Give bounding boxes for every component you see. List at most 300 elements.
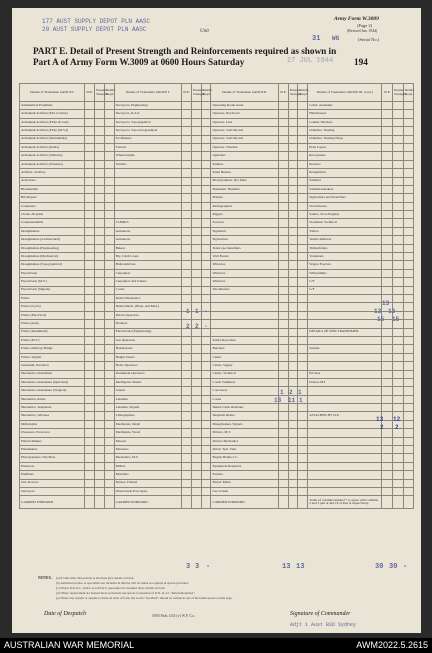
- strength-cell: [201, 253, 211, 261]
- strength-cell: [201, 353, 211, 361]
- trade-name: Surveyors, Topographical: [114, 118, 181, 126]
- trade-name: [308, 336, 382, 344]
- trade-name: Orderlies, Nursing Hosp.: [308, 135, 382, 143]
- strength-cell: [393, 462, 404, 470]
- table-row: [20, 244, 414, 252]
- strength-cell: [298, 185, 308, 193]
- trade-name: Armament Artificer (Instruments): [20, 135, 85, 143]
- strength-cell: [382, 127, 393, 135]
- strength-cell: [298, 244, 308, 252]
- strength-cell: [104, 102, 114, 110]
- table-row: [20, 320, 414, 328]
- strength-cell: [201, 127, 211, 135]
- trade-name: Mechanics, Wireless: [20, 412, 85, 420]
- trade-name: Masseurs: [114, 446, 181, 454]
- col-header-we: W.E.: [382, 84, 393, 102]
- trade-name: Wall Borers: [211, 253, 278, 261]
- carried-forward-cell: [382, 496, 393, 509]
- trade-name: Plumbers: [20, 471, 85, 479]
- strength-cell: [104, 479, 114, 487]
- strength-cell: [404, 269, 414, 277]
- strength-cell: [298, 454, 308, 462]
- hand-clerks-2: 11: [288, 397, 296, 404]
- strength-cell: [382, 487, 393, 495]
- strength-cell: [182, 160, 192, 168]
- strength-cell: [278, 102, 288, 110]
- strength-cell: [201, 118, 211, 126]
- strength-cell: [95, 236, 105, 244]
- strength-cell: [201, 143, 211, 151]
- strength-cell: [404, 135, 414, 143]
- trade-name: Dental Clerk Orderlies: [211, 404, 278, 412]
- strength-cell: [95, 404, 105, 412]
- trade-name: Strawdresses: [308, 202, 382, 210]
- strength-cell: [182, 278, 192, 286]
- trade-name: Surveyors: [20, 487, 85, 495]
- hand-g2-cf-2: 3: [195, 563, 200, 571]
- strength-cell: [201, 135, 211, 143]
- strength-cell: [104, 446, 114, 454]
- strength-cell: [382, 345, 393, 353]
- strength-cell: [278, 135, 288, 143]
- strength-cell: [382, 169, 393, 177]
- trade-name: Drivers, M.T.: [211, 429, 278, 437]
- strength-cell: [201, 395, 211, 403]
- strength-cell: [85, 345, 95, 353]
- trade-name: Carpenters: [20, 202, 85, 210]
- strength-cell: [104, 320, 114, 328]
- strength-cell: [404, 387, 414, 395]
- strength-cell: [278, 160, 288, 168]
- table-row: [20, 110, 414, 118]
- trade-name: [308, 454, 382, 462]
- strength-cell: [382, 412, 393, 420]
- strength-cell: [85, 362, 95, 370]
- trade-name: [308, 395, 382, 403]
- table-row: [20, 479, 414, 487]
- hand-g3-cf-2: 13: [296, 563, 305, 571]
- strength-cell: [393, 118, 404, 126]
- table-row: [20, 471, 414, 479]
- table-row: [20, 345, 414, 353]
- strength-cell: [182, 437, 192, 445]
- table-row: [20, 303, 414, 311]
- trade-name: Saturn Recorders: [211, 336, 278, 344]
- strength-cell: [85, 370, 95, 378]
- strength-cell: [382, 387, 393, 395]
- strength-cell: [95, 362, 105, 370]
- trade-name: Gunsmith, Precision: [20, 362, 85, 370]
- strength-cell: [382, 336, 393, 344]
- strength-cell: [85, 102, 95, 110]
- strength-cell: [104, 152, 114, 160]
- strength-cell: [404, 169, 414, 177]
- strength-cell: [278, 471, 288, 479]
- trade-name: Armament Artificer (Fitter (M.V.)): [20, 127, 85, 135]
- strength-cell: [182, 479, 192, 487]
- strength-cell: [104, 395, 114, 403]
- strength-cell: [288, 320, 298, 328]
- form-number: Army Form W.3009: [334, 16, 379, 22]
- table-row: [20, 286, 414, 294]
- strength-cell: [393, 219, 404, 227]
- strength-cell: [201, 387, 211, 395]
- strength-cell: [95, 118, 105, 126]
- trade-name: Masons: [114, 437, 181, 445]
- carried-forward-cell: [85, 496, 95, 509]
- strength-cell: [404, 378, 414, 386]
- strength-cell: [182, 135, 192, 143]
- trade-name: Gas Lomen: [211, 487, 278, 495]
- trade-name: Saddlers: [308, 177, 382, 185]
- trade-name: Bricklayers: [20, 194, 85, 202]
- strength-cell: [404, 152, 414, 160]
- strength-cell: [85, 412, 95, 420]
- title-line-1: PART E. Detail of Present Strength and Reinforcements required as shown in: [33, 46, 337, 56]
- trade-name: Millwrights: [20, 420, 85, 428]
- trade-name: Toolmakers: [114, 135, 181, 143]
- strength-cell: [95, 261, 105, 269]
- strength-cell: [382, 118, 393, 126]
- strength-cell: [404, 328, 414, 336]
- trade-name: Welders: [114, 160, 181, 168]
- trade-name: [211, 320, 278, 328]
- strength-cell: [298, 378, 308, 386]
- trade-name: [308, 429, 382, 437]
- strength-cell: [278, 362, 288, 370]
- trade-name: Ammunition Examiner: [20, 102, 85, 110]
- strength-cell: [95, 395, 105, 403]
- strength-cell: [182, 487, 192, 495]
- trade-name: Electricians (Signals): [20, 286, 85, 294]
- strength-cell: [191, 202, 201, 210]
- strength-cell: [191, 479, 201, 487]
- trade-name: Fitters (Electrical): [20, 311, 85, 319]
- strength-cell: [104, 311, 114, 319]
- table-row: [20, 362, 414, 370]
- strength-cell: [393, 152, 404, 160]
- hand-g2-cf-dash: -: [206, 563, 211, 571]
- strength-cell: [104, 143, 114, 151]
- strength-cell: [278, 185, 288, 193]
- strength-cell: [191, 370, 201, 378]
- strength-cell: [393, 169, 404, 177]
- strength-cell: [298, 135, 308, 143]
- trade-name: Storemen, Technical: [308, 219, 382, 227]
- strength-cell: [393, 387, 404, 395]
- strength-cell: [182, 345, 192, 353]
- strength-cell: [85, 160, 95, 168]
- trade-name: Despatch Riders: [211, 412, 278, 420]
- strength-cell: [393, 336, 404, 344]
- strength-cell: [298, 471, 308, 479]
- strength-cell: [85, 110, 95, 118]
- note-b: (b) Authorised trades or specialists not included in this list will be added as required in spaces provided.: [56, 581, 189, 585]
- trade-name: Hollo Operators: [114, 362, 181, 370]
- trade-name: Armament Artificer (Fitter & Gun): [20, 118, 85, 126]
- strength-cell: [85, 219, 95, 227]
- trade-name: Machinists, Wood: [114, 429, 181, 437]
- hand-cooks-present: 2: [186, 323, 190, 330]
- strength-cell: [182, 286, 192, 294]
- strength-cell: [104, 303, 114, 311]
- strength-cell: [393, 362, 404, 370]
- strength-cell: [393, 110, 404, 118]
- strength-cell: [382, 378, 393, 386]
- strength-cell: [288, 429, 298, 437]
- strength-cell: [404, 127, 414, 135]
- table-row: [20, 177, 414, 185]
- strength-cell: [278, 118, 288, 126]
- strength-cell: [278, 429, 288, 437]
- strength-cell: [201, 202, 211, 210]
- strength-cell: [104, 328, 114, 336]
- trade-name: Mechanics, Telephone: [20, 404, 85, 412]
- trade-name: [211, 294, 278, 302]
- trade-name: Signwriters and Stencillers: [308, 194, 382, 202]
- strength-cell: [298, 303, 308, 311]
- strength-cell: [393, 185, 404, 193]
- trade-name: Operator, Switchboard: [211, 127, 278, 135]
- strength-cell: [404, 311, 414, 319]
- strength-cell: [95, 286, 105, 294]
- strength-cell: [182, 395, 192, 403]
- trade-name: Clerks, Supply: [211, 362, 278, 370]
- strength-cell: [278, 336, 288, 344]
- trade-name: Operating Room Assts.: [211, 102, 278, 110]
- strength-cell: [288, 152, 298, 160]
- strength-cell: [201, 177, 211, 185]
- strength-cell: [85, 303, 95, 311]
- strength-cell: [201, 345, 211, 353]
- strength-cell: [288, 345, 298, 353]
- strength-cell: [404, 412, 414, 420]
- carried-forward-cell: [201, 496, 211, 509]
- trade-name: Artificer, Artillery: [20, 169, 85, 177]
- form-page: (Page 2): [357, 23, 373, 28]
- table-row: [20, 311, 414, 319]
- strength-cell: [85, 135, 95, 143]
- strength-cell: [95, 336, 105, 344]
- strength-cell: [278, 454, 288, 462]
- trade-name: [308, 487, 382, 495]
- table-row: [20, 278, 414, 286]
- strength-cell: [288, 135, 298, 143]
- strength-cell: [104, 127, 114, 135]
- strength-cell: [298, 219, 308, 227]
- strength-cell: [278, 269, 288, 277]
- strength-cell: [85, 404, 95, 412]
- trade-name: Fitters (M.V.): [20, 336, 85, 344]
- strength-cell: [298, 143, 308, 151]
- strength-cell: [95, 311, 105, 319]
- strength-cell: [85, 169, 95, 177]
- trade-name: [114, 185, 181, 193]
- trade-name: Painters: [211, 160, 278, 168]
- strength-cell: [191, 211, 201, 219]
- strength-cell: [404, 236, 414, 244]
- strength-cell: [104, 487, 114, 495]
- strength-cell: [298, 345, 308, 353]
- strength-cell: [404, 345, 414, 353]
- strength-cell: [404, 471, 414, 479]
- strength-cell: [278, 152, 288, 160]
- strength-cell: [298, 227, 308, 235]
- strength-cell: [278, 143, 288, 151]
- trade-name: Linemen: [114, 395, 181, 403]
- trade-name: Tailors: [308, 227, 382, 235]
- strength-cell: [288, 194, 298, 202]
- strength-cell: [298, 328, 308, 336]
- strength-cell: [382, 152, 393, 160]
- strength-cell: [393, 127, 404, 135]
- strength-cell: [85, 395, 95, 403]
- strength-cell: [382, 278, 393, 286]
- strength-cell: [298, 370, 308, 378]
- strength-cell: [104, 378, 114, 386]
- carried-forward-label: CARRIED FORWARD: [114, 496, 181, 509]
- table-row: [20, 454, 414, 462]
- strength-cell: [278, 110, 288, 118]
- strength-cell: [85, 311, 95, 319]
- trade-name: Textile Refitters: [308, 236, 382, 244]
- strength-cell: [382, 236, 393, 244]
- strength-cell: [201, 286, 211, 294]
- strength-cell: [104, 429, 114, 437]
- trade-name: Plate Layers: [308, 143, 382, 151]
- strength-cell: [393, 278, 404, 286]
- strength-cell: [104, 219, 114, 227]
- strength-cell: [85, 286, 95, 294]
- strength-cell: [298, 253, 308, 261]
- trade-name: Moulders: [114, 471, 181, 479]
- strength-cell: [191, 152, 201, 160]
- strength-cell: [393, 244, 404, 252]
- strength-cell: [382, 404, 393, 412]
- strength-cell: [85, 454, 95, 462]
- trade-name: [308, 420, 382, 428]
- strength-cell: [288, 328, 298, 336]
- carried-forward-cell: [278, 496, 288, 509]
- strength-cell: [95, 185, 105, 193]
- strength-cell: [288, 211, 298, 219]
- strength-cell: [104, 177, 114, 185]
- strength-cell: [104, 169, 114, 177]
- strength-cell: [278, 253, 288, 261]
- strength-cell: [191, 404, 201, 412]
- strength-cell: [393, 211, 404, 219]
- strength-cell: [404, 336, 414, 344]
- trade-name: Armament Artificer (Fire Control): [20, 110, 85, 118]
- strength-cell: [182, 420, 192, 428]
- note-c: (c) Where R.W.A.C. and/or A.A.M.W.S. personnel are included show details on back.: [56, 586, 166, 590]
- strength-cell: [95, 219, 105, 227]
- trade-name: Photographers, Wet Plate: [20, 454, 85, 462]
- strength-cell: [298, 429, 308, 437]
- strength-cell: [104, 261, 114, 269]
- strength-cell: [95, 328, 105, 336]
- table-row: [20, 185, 414, 193]
- trade-name: [308, 303, 382, 311]
- strength-cell: [201, 244, 211, 252]
- trade-name: Operator, Switchboard: [211, 135, 278, 143]
- strength-cell: [201, 362, 211, 370]
- strength-cell: [404, 286, 414, 294]
- strength-cell: [85, 269, 95, 277]
- strength-cell: [288, 286, 298, 294]
- table-row: [20, 143, 414, 151]
- table-row: [20, 446, 414, 454]
- strength-cell: [288, 437, 298, 445]
- strength-cell: [393, 395, 404, 403]
- strength-cell: [393, 437, 404, 445]
- strength-cell: [382, 202, 393, 210]
- strength-cell: [298, 420, 308, 428]
- hand-butchers-1: 1: [280, 389, 284, 396]
- trade-name: [308, 294, 382, 302]
- trade-name: Wheelwrights: [114, 152, 181, 160]
- strength-cell: [278, 278, 288, 286]
- trade-name: Fitters, Railway Bridge: [20, 345, 85, 353]
- table-row: [20, 261, 414, 269]
- trade-name: Orderlies, Nursing: [308, 127, 382, 135]
- trade-name: Millers: [114, 462, 181, 470]
- strength-cell: [393, 479, 404, 487]
- trade-name: Armourers: [114, 236, 181, 244]
- strength-cell: [298, 152, 308, 160]
- trade-name: [308, 462, 382, 470]
- strength-cell: [404, 202, 414, 210]
- carried-forward-cell: [393, 496, 404, 509]
- strength-cell: [95, 244, 105, 252]
- trade-name: Clerks, Hospital: [20, 211, 85, 219]
- strength-cell: [288, 278, 298, 286]
- strength-cell: [191, 487, 201, 495]
- strength-cell: [288, 404, 298, 412]
- trade-name: Drivers MT: [308, 378, 382, 386]
- col-header-we: W.E.: [182, 84, 192, 102]
- strength-cell: [85, 261, 95, 269]
- strength-cell: [85, 462, 95, 470]
- strength-cell: [191, 110, 201, 118]
- strength-table: [19, 83, 414, 509]
- strength-cell: [288, 202, 298, 210]
- strength-cell: [393, 194, 404, 202]
- table-row: [20, 227, 414, 235]
- carried-forward-cell: [182, 496, 192, 509]
- strength-cell: [104, 437, 114, 445]
- strength-cell: [288, 143, 298, 151]
- strength-cell: [382, 479, 393, 487]
- strength-cell: [182, 143, 192, 151]
- strength-cell: [298, 261, 308, 269]
- strength-cell: [104, 286, 114, 294]
- strength-cell: [85, 328, 95, 336]
- strength-cell: [278, 378, 288, 386]
- strength-cell: [382, 462, 393, 470]
- strength-cell: [85, 429, 95, 437]
- strength-cell: [298, 202, 308, 210]
- strength-cell: [404, 211, 414, 219]
- signature-stamp: Adjt 1 Aust BSD Sydney: [290, 622, 357, 628]
- strength-cell: [298, 177, 308, 185]
- strength-cell: [288, 420, 298, 428]
- strength-cell: [85, 294, 95, 302]
- carried-forward-cell: [95, 496, 105, 509]
- strength-cell: [95, 412, 105, 420]
- strength-cell: [288, 261, 298, 269]
- strength-cell: [104, 362, 114, 370]
